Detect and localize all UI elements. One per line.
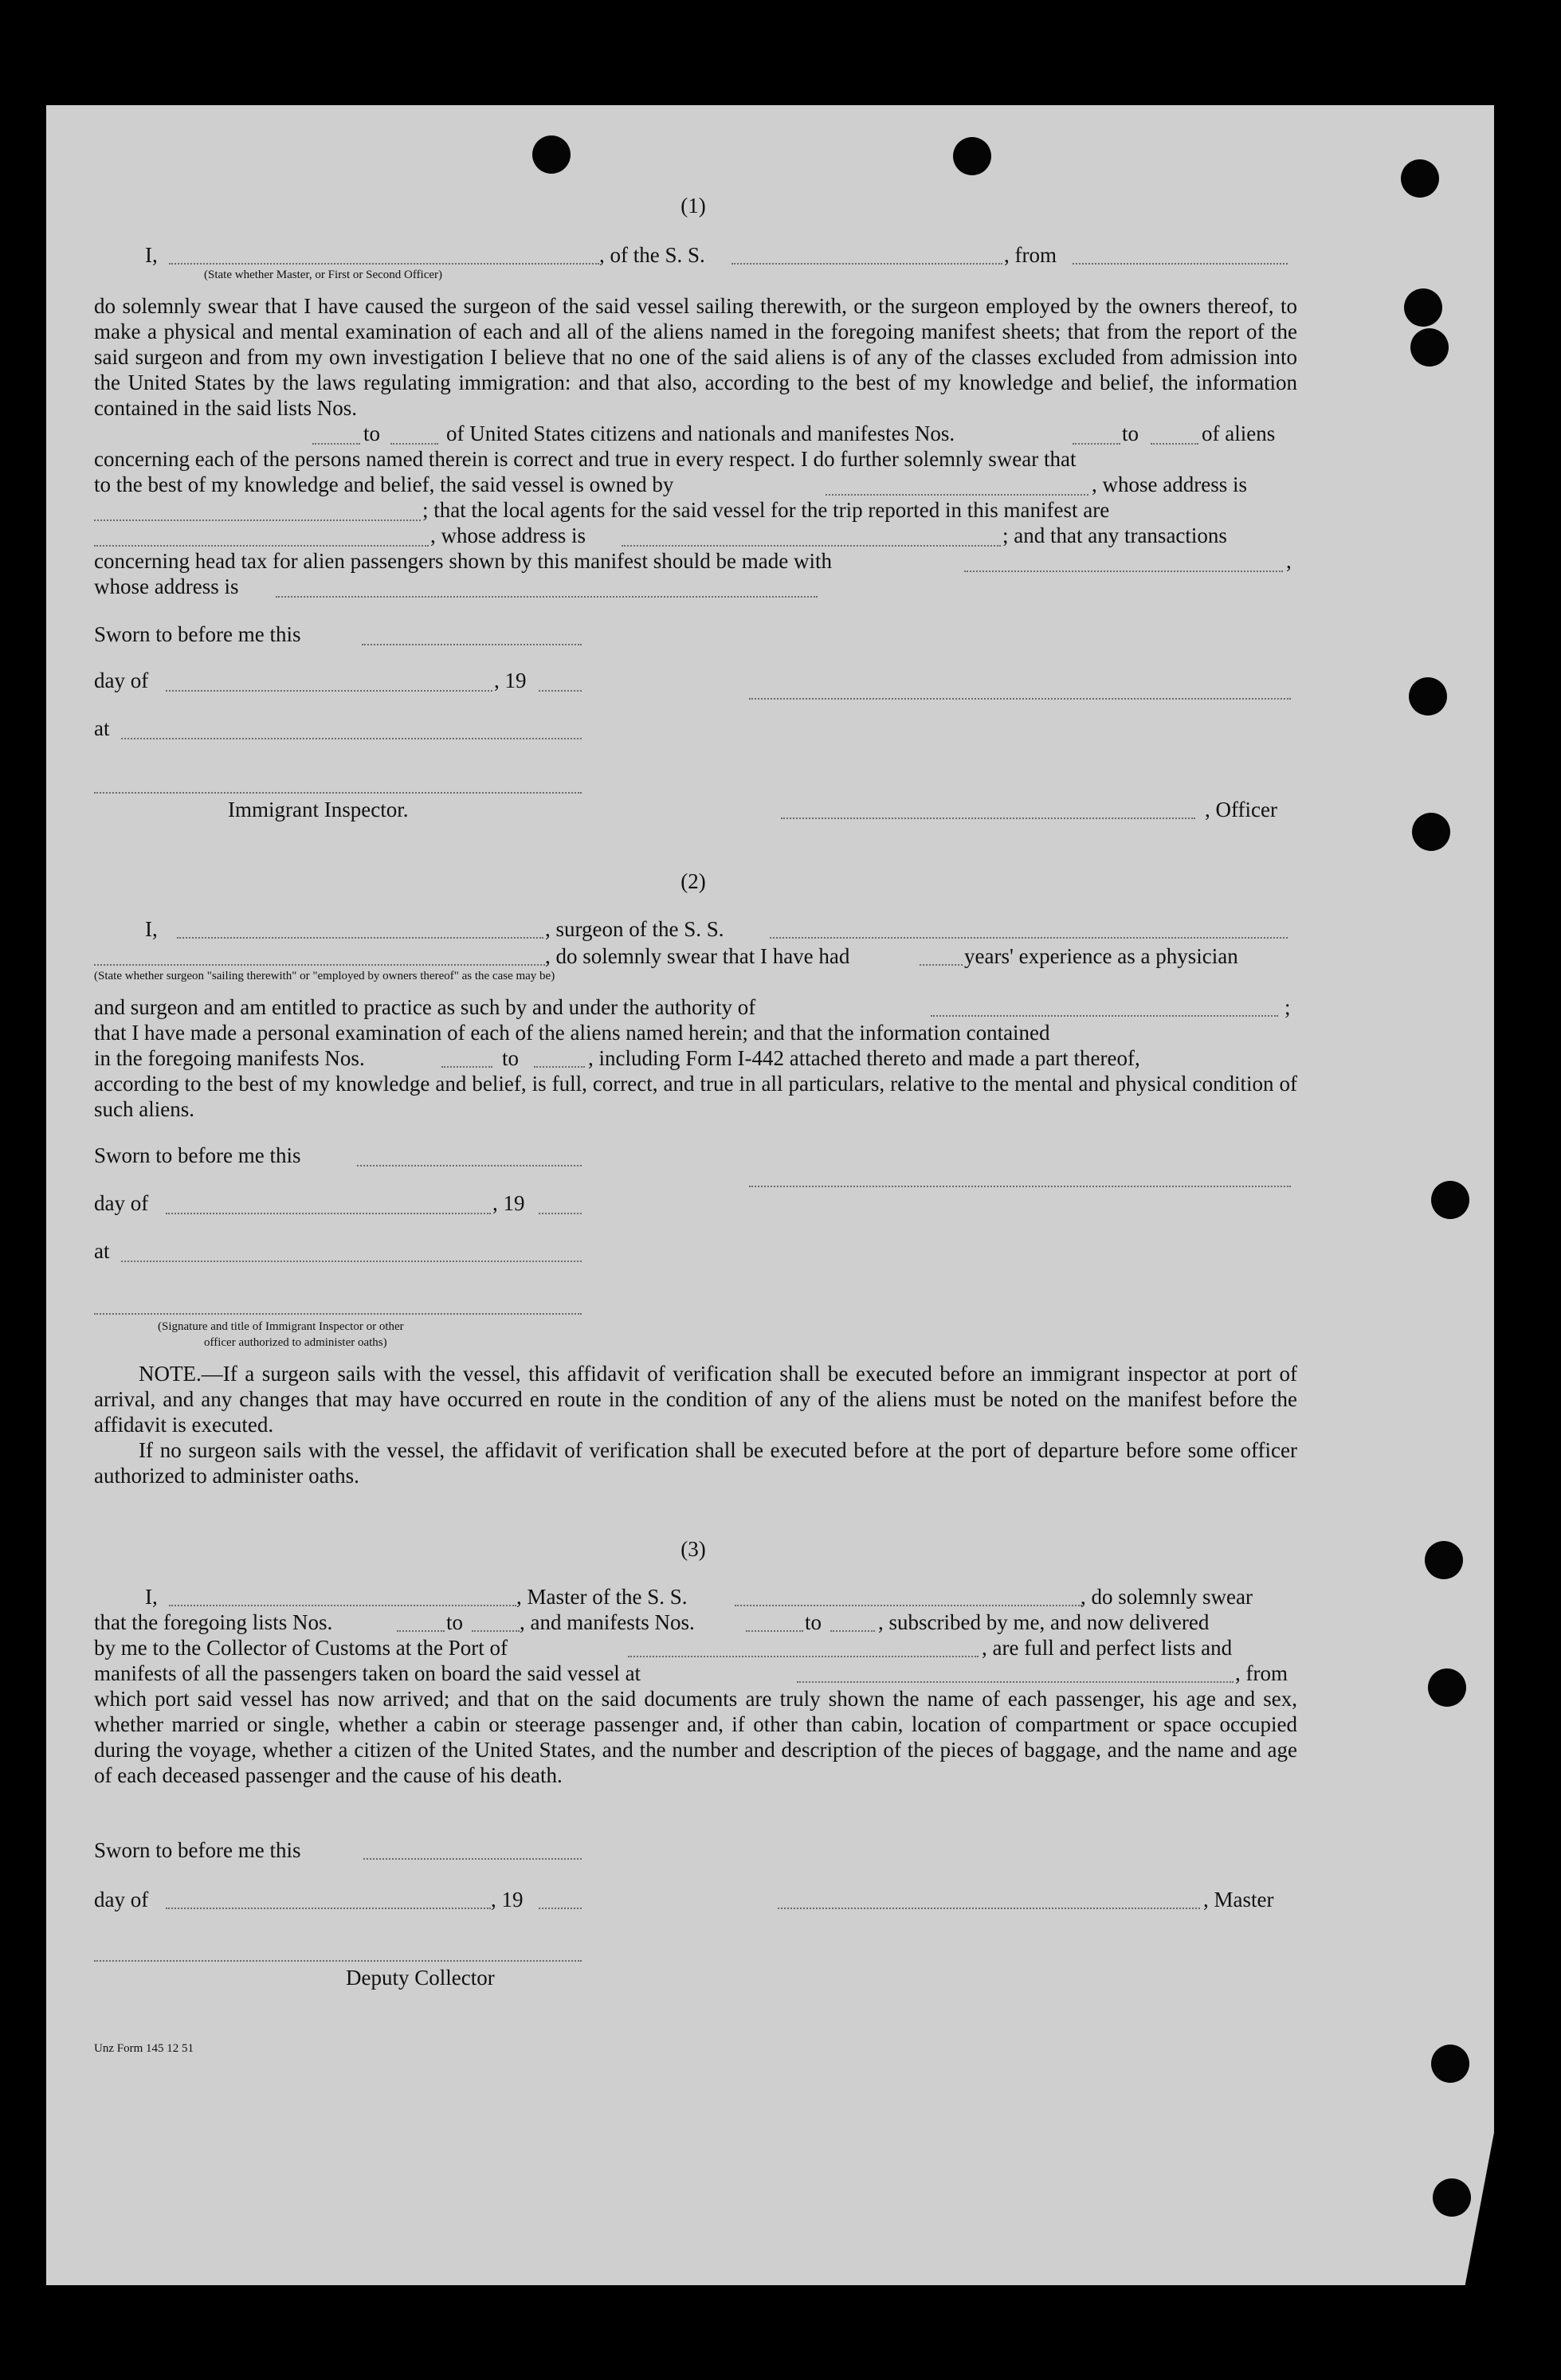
surgeon-name-line xyxy=(177,937,543,939)
inspector-signature-line xyxy=(94,1313,582,1315)
master-label: , Master xyxy=(1203,1888,1274,1911)
port-line xyxy=(628,1656,979,1657)
sworn-line xyxy=(357,1165,582,1166)
lists-to-line xyxy=(472,1630,520,1632)
note-paragraph: NOTE.—If a surgeon sails with the vessel, this affidavit of verification shall be executed before an immigrant inspector at port of arrival, and any changes that may have occurred en route in the condition of any of the aliens must be noted on the manifest before the affidavit is executed. xyxy=(94,1362,1297,1437)
day-of-label: day of xyxy=(94,1191,149,1215)
master-note: (State whether Master, or First or Second Officer) xyxy=(204,269,443,281)
do-swear-label: , do solemnly swear xyxy=(1081,1585,1253,1609)
passenger-details-text: which port said vessel has now arrived; and that on the said documents are truly shown the name of each passenger, his age and sex, whether married or single, whether a cabin or steerage passenger and, if other than cabin, location of compartment or space occupied during the voyage, whether a citizen of the United States, and the number and description of the pieces of baggage, and the name and age of each deceased passenger and the cause of his death. xyxy=(94,1687,1297,1787)
head-tax-address-line xyxy=(276,596,818,598)
sworn-label: Sworn to before me this xyxy=(94,1838,301,1862)
deputy-signature-line xyxy=(94,1960,582,1962)
from-label: , from xyxy=(1235,1661,1288,1685)
immigrant-inspector-label: Immigrant Inspector. xyxy=(228,798,409,821)
authority-text: and surgeon and am entitled to practice as such by and under the authority of xyxy=(94,995,756,1019)
day-of-line xyxy=(166,1908,491,1909)
sworn-line xyxy=(363,1858,582,1860)
local-agents-text: ; that the local agents for the said vessel for the trip reported in this manifest are xyxy=(422,498,1110,522)
ship-name-line xyxy=(735,1605,1082,1606)
deputy-collector-label: Deputy Collector xyxy=(346,1966,495,1990)
signature-note: officer authorized to administer oaths) xyxy=(204,1336,387,1349)
ship-name-line xyxy=(770,937,1288,939)
punch-hole xyxy=(1409,677,1447,716)
do-swear-label: , do solemnly swear that I have had xyxy=(545,944,850,968)
whose-address-label: , whose address is xyxy=(1092,472,1247,496)
at-line xyxy=(121,1261,582,1262)
foregoing-manifests-label: in the foregoing manifests Nos. xyxy=(94,1046,365,1070)
from-port-line xyxy=(1073,263,1288,265)
i-label: I, xyxy=(145,243,158,267)
to-label: to xyxy=(1122,421,1139,445)
year-line xyxy=(539,1213,582,1214)
master-signature-line xyxy=(778,1908,1200,1909)
concerning-text: concerning each of the persons named therein is correct and true in every respect. I do further solemnly swear that xyxy=(94,447,1077,471)
at-line xyxy=(121,738,582,739)
from-label: , from xyxy=(1004,243,1057,267)
master-of-label: , Master of the S. S. xyxy=(516,1585,688,1609)
punch-hole xyxy=(1404,288,1442,327)
owned-text: to the best of my knowledge and belief, the said vessel is owned by xyxy=(94,472,674,496)
of-aliens-label: of aliens xyxy=(1202,421,1276,445)
section-3-heading: (3) xyxy=(680,1537,706,1561)
inspector-signature-line xyxy=(94,792,582,794)
sworn-line xyxy=(362,644,582,645)
punch-hole xyxy=(1428,1668,1466,1707)
punch-hole xyxy=(532,135,571,174)
years-line xyxy=(920,964,963,966)
condition-text: according to the best of my knowledge and belief, is full, correct, and true in all particulars, relative to the mental and physical condition of such aliens. xyxy=(94,1072,1297,1121)
i-label: I, xyxy=(145,917,158,941)
authority-line xyxy=(931,1015,1278,1017)
lists-to-line xyxy=(390,443,438,445)
including-form-text: , including Form I-442 attached thereto and made a part thereof, xyxy=(588,1046,1140,1070)
full-lists-label: , are full and perfect lists and xyxy=(982,1636,1233,1660)
year-label: , 19 xyxy=(494,669,527,692)
owner-line xyxy=(826,494,1088,496)
head-tax-text: concerning head tax for alien passengers shown by this manifest should be made with xyxy=(94,549,833,573)
at-label: at xyxy=(94,1239,110,1263)
year-line xyxy=(539,690,582,692)
transactions-text: ; and that any transactions xyxy=(1002,523,1227,547)
lists-from-line xyxy=(312,443,360,445)
whose-address-text: whose address is xyxy=(94,574,239,598)
subscribed-label: , subscribed by me, and now delivered xyxy=(878,1610,1210,1634)
sworn-label: Sworn to before me this xyxy=(94,622,301,646)
section-1-heading: (1) xyxy=(680,194,706,218)
punch-hole xyxy=(1431,1181,1469,1219)
manifests-to-line xyxy=(1151,443,1198,445)
day-of-line xyxy=(166,1213,491,1214)
surgeon-of-label: , surgeon of the S. S. xyxy=(545,917,724,941)
foregoing-lists-label: that the foregoing lists Nos. xyxy=(94,1610,333,1634)
agents-line xyxy=(94,545,429,547)
oath-body: do solemnly swear that I have caused the surgeon of the said vessel sailing therewith, or the surgeon employed by the owners thereof, to make a physical and mental examination of each and all of the aliens named in the foregoing manifest sheets; that from the report of the said surgeon and from my own investigation I believe that no one of the said aliens is of any of the classes excluded from admission into the United States by the laws regulating immigration: and that also, according to the best of my knowledge and belief, the information contained in the said lists Nos. xyxy=(94,294,1297,420)
to-label: to xyxy=(805,1610,822,1634)
lists-from-line xyxy=(397,1630,445,1632)
section-2-heading: (2) xyxy=(680,869,706,893)
ship-name-line xyxy=(731,263,1002,265)
i-label: I, xyxy=(145,1585,158,1609)
punch-hole xyxy=(1412,813,1450,851)
examination-text: that I have made a personal examination of each of the aliens named herein; and that the information contained xyxy=(94,1021,1050,1045)
agents-address-line xyxy=(622,545,1001,547)
master-name-line xyxy=(169,1605,516,1606)
head-tax-line xyxy=(964,570,1283,572)
signature-line xyxy=(749,698,1291,700)
manifests-of-text: manifests of all the passengers taken on board the said vessel at xyxy=(94,1661,641,1685)
officer-name-line xyxy=(169,263,599,265)
surgeon-signature-line xyxy=(749,1186,1291,1187)
punch-hole xyxy=(953,137,991,175)
punch-hole xyxy=(1431,2045,1469,2083)
note-paragraph: If no surgeon sails with the vessel, the affidavit of verification shall be executed before at the port of departure before some officer authorized to administer oaths. xyxy=(94,1438,1297,1488)
officer-line xyxy=(781,818,1195,819)
us-citizens-label: of United States citizens and nationals and manifestes Nos. xyxy=(446,421,955,445)
whose-address-label: , whose address is xyxy=(430,523,586,547)
year-line xyxy=(539,1908,582,1909)
to-label: to xyxy=(446,1610,464,1634)
manifests-from-line xyxy=(441,1066,492,1068)
year-label: , 19 xyxy=(491,1888,524,1911)
punch-hole xyxy=(1425,1541,1463,1579)
punch-hole xyxy=(1433,2178,1471,2217)
at-label: at xyxy=(94,716,110,740)
punch-hole xyxy=(1401,159,1439,198)
surgeon-status-line xyxy=(94,964,545,966)
day-of-label: day of xyxy=(94,1888,149,1911)
day-of-line xyxy=(166,690,492,692)
owner-address-line xyxy=(94,520,421,521)
and-manifests-label: , and manifests Nos. xyxy=(520,1610,695,1634)
to-label: to xyxy=(502,1046,520,1070)
officer-label: , Officer xyxy=(1205,798,1277,821)
years-label: years' experience as a physician xyxy=(964,944,1238,968)
sworn-label: Sworn to before me this xyxy=(94,1143,301,1167)
manifests-from-line xyxy=(746,1630,803,1632)
to-label: to xyxy=(363,421,381,445)
comma: , xyxy=(1286,549,1292,573)
semicolon: ; xyxy=(1284,995,1291,1019)
manifests-from-line xyxy=(1073,443,1120,445)
year-label: , 19 xyxy=(492,1191,525,1215)
collector-text: by me to the Collector of Customs at the Port of xyxy=(94,1636,508,1660)
surgeon-note: (State whether surgeon "sailing therewith" or "employed by owners thereof" as the case may be) xyxy=(94,970,555,982)
of-ss-label: , of the S. S. xyxy=(599,243,705,267)
punch-hole xyxy=(1410,328,1449,367)
manifests-to-line xyxy=(830,1630,875,1632)
day-of-label: day of xyxy=(94,669,149,692)
boarding-port-line xyxy=(797,1681,1234,1683)
signature-note: (Signature and title of Immigrant Inspector or other xyxy=(158,1320,404,1333)
form-number: Unz Form 145 12 51 xyxy=(94,2042,194,2055)
manifests-to-line xyxy=(534,1066,585,1068)
